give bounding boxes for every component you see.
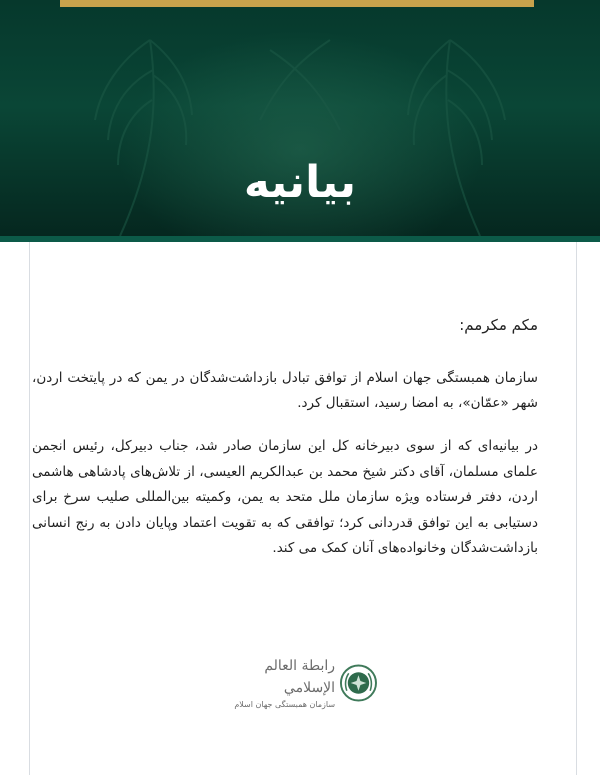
organization-logo bbox=[228, 658, 378, 708]
emblem-icon bbox=[339, 663, 378, 703]
logo-persian-name: سازمان همبستگی جهان اسلام bbox=[234, 700, 336, 709]
paragraph-2: در بیانیه‌ای که از سوی دبیرخانه کل این سازمان صادر شد، جناب دبیرکل، رئیس انجمن علمای مسلمان، آقای دکتر شیخ محمد بن عبدالکریم العیسی، از تلاش‌های پادشاهی هاشمی اردن، دفتر فرستاده ویژه سازمان ملل متحد به یمن، وکمیته بین‌المللی صلیب سرخ برای دستیابی به این توافق قدردانی کرد؛ توافقی که به تقویت اعتماد وپایان دادن به رنج انسانی بازداشت‌شدگان وخانواده‌های آنان کمک می کند. bbox=[32, 438, 538, 556]
header-banner bbox=[0, 0, 600, 236]
frame-right-border bbox=[576, 242, 577, 775]
page-title: بیانیه bbox=[243, 157, 357, 208]
frame-left-border bbox=[29, 242, 30, 775]
logo-arabic-name: رابطة العالم الإسلامي bbox=[264, 658, 336, 696]
gold-accent-bar bbox=[60, 0, 534, 7]
header-border bbox=[0, 236, 600, 242]
statement-body bbox=[32, 312, 538, 562]
logo-text bbox=[228, 655, 335, 711]
paragraph-1: سازمان همبستگی جهان اسلام از توافق تبادل بازداشت‌شدگان در یمن که در پایتخت اردن، شهر «عمّان»، به امضا رسید، استقبال کرد. bbox=[32, 370, 538, 411]
salutation: مکم مکرمم: bbox=[459, 316, 538, 334]
